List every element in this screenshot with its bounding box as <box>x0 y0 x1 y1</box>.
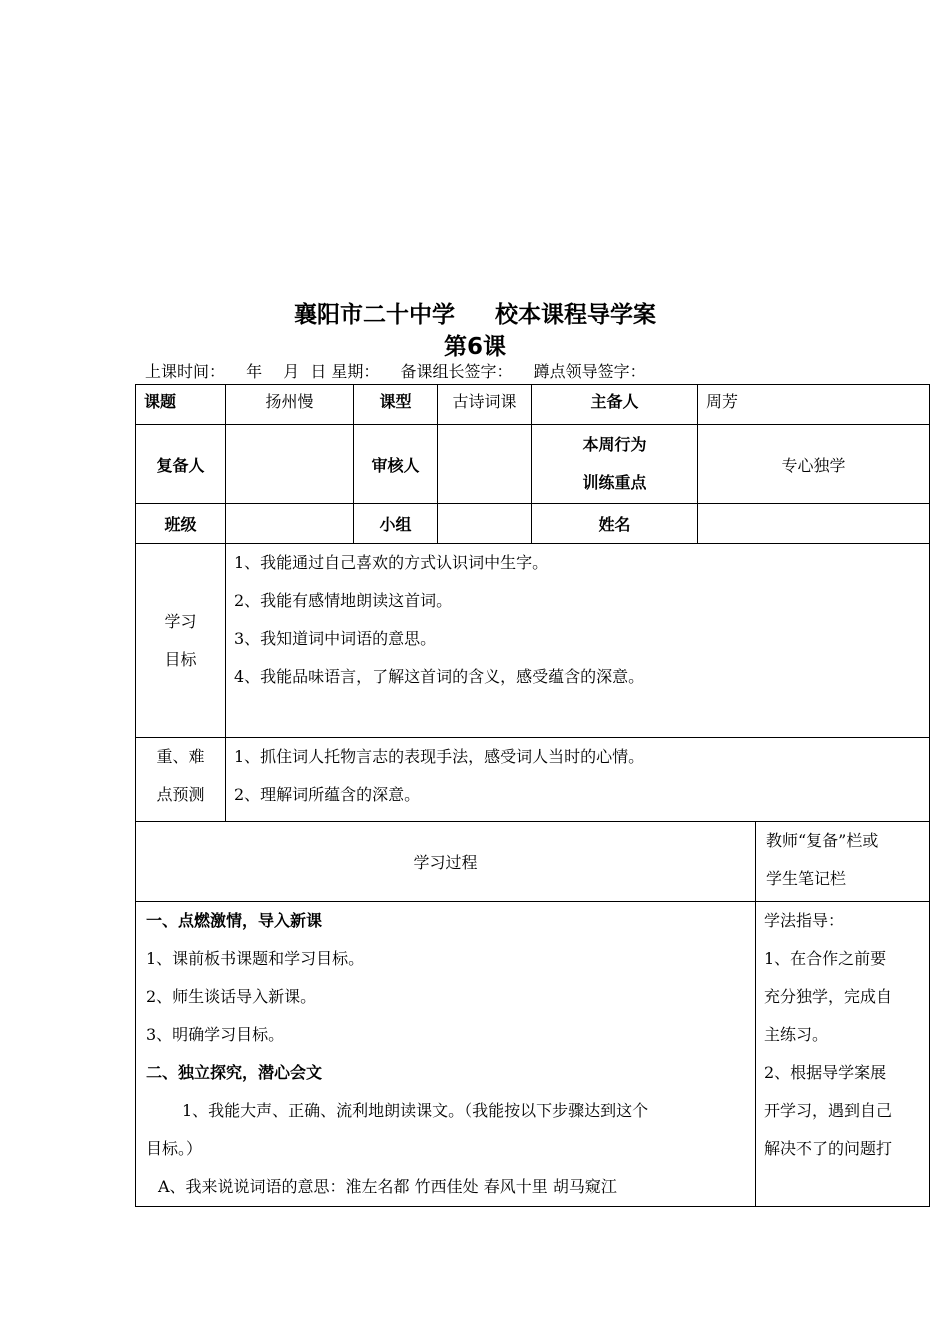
reviewer-label: 复备人 <box>136 425 226 504</box>
preparer-label: 主备人 <box>532 385 698 425</box>
year-label: 年 <box>246 362 263 381</box>
goal-item: 2、我能有感情地朗读这首词。 <box>234 591 453 610</box>
topic-value: 扬州慢 <box>226 385 354 425</box>
side-note: 解决不了的问题打 <box>764 1139 893 1158</box>
goal-item: 3、我知道词中词语的意思。 <box>234 629 437 648</box>
side-heading-line1: 教师“复备”栏或 <box>766 831 879 850</box>
process-heading: 学习过程 <box>136 822 756 902</box>
focus-value: 专心独学 <box>698 425 930 504</box>
auditor-label: 审核人 <box>354 425 438 504</box>
name-label: 姓名 <box>532 504 698 544</box>
meta-line <box>145 359 662 382</box>
side-heading-line2: 学生笔记栏 <box>766 869 847 888</box>
group-label: 小组 <box>354 504 438 544</box>
class-label: 班级 <box>136 504 226 544</box>
side-notes <box>756 902 930 1207</box>
section1-item: 1、课前板书课题和学习目标。 <box>146 949 365 968</box>
side-note: 充分独学，完成自 <box>764 987 893 1006</box>
focus-label <box>532 425 698 504</box>
goals-label-line1: 学习 <box>164 611 197 631</box>
section2-line: A、我来说说词语的意思：淮左名都 竹西佳处 春风十里 胡马窥江 <box>158 1177 617 1196</box>
side-note: 开学习，遇到自己 <box>764 1101 893 1120</box>
name-value <box>698 504 930 544</box>
process-body <box>136 902 756 1207</box>
keypoint-item: 2、理解词所蕴含的深意。 <box>234 785 421 804</box>
section2-line: 目标。） <box>146 1139 203 1158</box>
section1-item: 3、明确学习目标。 <box>146 1025 285 1044</box>
reviewer-value <box>226 425 354 504</box>
side-note: 2、根据导学案展 <box>764 1063 887 1082</box>
keypoint-item: 1、抓住词人托物言志的表现手法，感受词人当时的心情。 <box>234 747 645 766</box>
section1-item: 2、师生谈话导入新课。 <box>146 987 317 1006</box>
visitor-sign-label: 蹲点领导签字： <box>533 362 646 381</box>
keypoints-label-line2: 点预测 <box>156 785 205 804</box>
school-title <box>0 296 950 329</box>
type-label: 课型 <box>354 385 438 425</box>
class-time-label: 上课时间： <box>145 362 226 381</box>
preparer-value: 周芳 <box>698 385 930 425</box>
goals-label-line2: 目标 <box>164 649 197 669</box>
auditor-value <box>438 425 532 504</box>
section1-title: 一、点燃激情，导入新课 <box>146 911 323 930</box>
doc-type: 校本课程导学案 <box>495 302 656 328</box>
section2-line: 1、我能大声、正确、流利地朗读课文。（我能按以下步骤达到这个 <box>182 1101 649 1120</box>
school-name: 襄阳市二十中学 <box>294 302 455 328</box>
side-note: 1、在合作之前要 <box>764 949 887 968</box>
leader-sign-label: 备课组长签字： <box>400 362 513 381</box>
goal-item: 4、我能品味语言，了解这首词的含义，感受蕴含的深意。 <box>234 667 645 686</box>
section2-title: 二、独立探究，潜心会文 <box>146 1063 323 1082</box>
group-value <box>438 504 532 544</box>
keypoints-list <box>226 738 930 822</box>
goal-item: 1、我能通过自己喜欢的方式认识词中生字。 <box>234 553 549 572</box>
goals-list <box>226 544 930 738</box>
goals-label <box>136 544 226 738</box>
focus-label-line1: 本周行为 <box>582 435 647 454</box>
side-note: 主练习。 <box>764 1025 829 1044</box>
focus-label-line2: 训练重点 <box>582 473 647 492</box>
day-label: 日 星期： <box>310 362 380 381</box>
type-value: 古诗词课 <box>438 385 532 425</box>
class-value <box>226 504 354 544</box>
month-label: 月 <box>283 362 300 381</box>
side-heading <box>756 822 930 902</box>
lesson-table <box>135 384 930 1207</box>
lesson-title: 第6课 <box>443 334 506 360</box>
keypoints-label-line1: 重、难 <box>156 747 205 766</box>
keypoints-label <box>136 738 226 822</box>
topic-label: 课题 <box>136 385 226 425</box>
side-note: 学法指导： <box>764 911 845 930</box>
